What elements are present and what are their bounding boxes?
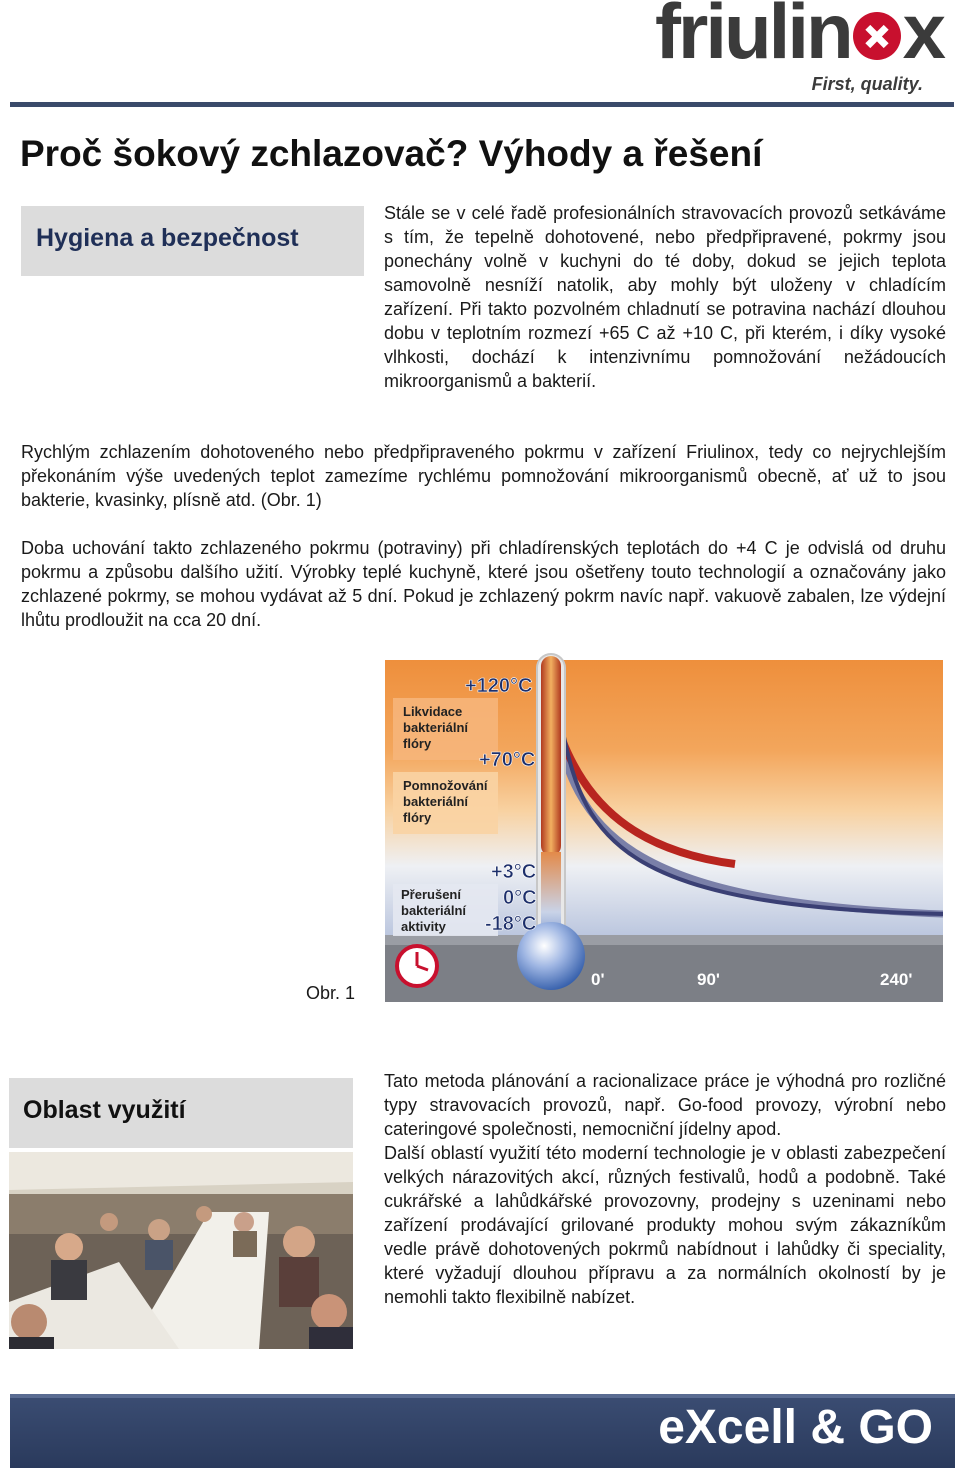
area-paragraph-2: Další oblastí využití této moderní technologie je v oblasti zabezpečení velkých nárazovitých akcí, různých festivalů, hodů a podobně. Také cukrářské a lahůdkářské provozovny, prodejny s uzeninami nebo zařízení prodávající grilované produkty mohou svým zákazníkům vedle právě dohotovených pokrmů nabídnout i lahůdky či speciality, které vyžadují dlouhou přípravu a za normálních okolností by je nemohli takto flexibilně nabízet.	[384, 1143, 946, 1307]
temp-label-70: +70°C	[479, 749, 536, 771]
temperature-diagram	[385, 652, 943, 1002]
logo-tagline: First, quality.	[811, 74, 923, 94]
header-divider	[10, 102, 954, 107]
page-title: Proč šokový zchlazovač? Výhody a řešení	[20, 133, 763, 174]
zone-2-label-line-3: flóry	[403, 810, 432, 825]
time-label-90: 90'	[697, 970, 720, 989]
zone-3-label-line-3: aktivity	[401, 919, 446, 934]
clock-icon	[397, 946, 437, 986]
thermometer-mercury-hot	[541, 656, 561, 856]
temp-label-minus-18: -18°C	[485, 913, 537, 935]
time-strip	[385, 935, 943, 1002]
temp-label-3: +3°C	[491, 861, 537, 883]
hygiene-paragraph: Stále se v celé řadě profesionálních stravovacích provozů setkáváme s tím, že tepelně dohotovené, nebo předpřipravené, pokrmy jsou ponechány volně v kuchyni do té doby, dokud se jejich teplota samovolně nesníží natolik, aby mohly být uloženy v chladícím zařízení. Při takto pozvolném chladnutí se potravina nachází dlouhou dobu v teplotním rozmezí +65 C až +10 C, při kterém, i díky vysoké vlhkosti, dochází k intenzivnímu pomnožování nežádoucích mikroorganismů a bakterií.	[384, 203, 946, 391]
footer-brand-text: eXcell & GO	[658, 1401, 933, 1454]
time-label-0: 0'	[591, 970, 605, 989]
footer-bar	[10, 1394, 955, 1468]
friulinox-logo	[655, 0, 955, 100]
event-photo-illustration	[9, 1152, 353, 1349]
zone-1-label-line-1: Likvidace	[403, 704, 463, 719]
zone-1-label-line-2: bakteriální	[403, 720, 469, 735]
area-paragraph-1: Tato metoda plánování a racionalizace práce je výhodná pro rozličné typy stravovacích provozů, např. Go-food provozy, výrobní nebo cateringové společnosti, nemocniční jídelny apod.	[384, 1071, 946, 1139]
zone-2-label-line-1: Pomnožování	[403, 778, 488, 793]
body-paragraph-2: Doba uchování takto zchlazeného pokrmu (potraviny) při chladírenských teplotách do +4 C je odvislá od druhu pokrmu a způsobu dalšího užití. Výrobky teplé kuchyně, které jsou ošetřeny touto technologií a označovány jako zchlazené pokrmy, se mohou vydávat až 5 dní. Pokud je zchlazený pokrm navíc např. vakuově zabalen, lze výdejní lhůtu prodloužit na cca 20 dní.	[21, 538, 946, 630]
logo-x-mark-icon	[853, 12, 901, 60]
temp-label-120: +120°C	[465, 675, 533, 697]
time-label-240: 240'	[880, 970, 913, 989]
body-paragraph-1: Rychlým zchlazením dohotoveného nebo předpřipraveného pokrmu v zařízení Friulinox, tedy co nejrychlejším překonáním výše uvedených teplot zamezíme rychlému pomnožování mikroorganismů obecně, ať už to jsou bakterie, kvasinky, plísně atd. (Obr. 1)	[21, 442, 946, 510]
logo-text-a: friulin	[655, 0, 851, 75]
section-label-area: Oblast využití	[9, 1078, 353, 1148]
logo-wordmark	[655, 0, 944, 75]
logo-text-b: x	[902, 0, 944, 75]
footer-stripe	[10, 1394, 955, 1398]
zone-3-label-line-1: Přerušení	[401, 887, 461, 902]
zone-3-label-line-2: bakteriální	[401, 903, 467, 918]
temp-label-0: 0°C	[503, 887, 537, 909]
event-photo	[9, 1152, 353, 1349]
time-strip-highlight	[385, 935, 943, 945]
temperature-diagram-svg	[385, 652, 943, 1002]
zone-1-label-line-3: flóry	[403, 736, 432, 751]
section-label-hygiene: Hygiena a bezpečnost	[21, 206, 364, 276]
zone-2-label-line-2: bakteriální	[403, 794, 469, 809]
hygiene-text	[384, 201, 946, 393]
figure-caption: Obr. 1	[306, 983, 356, 1003]
area-text	[384, 1069, 946, 1309]
